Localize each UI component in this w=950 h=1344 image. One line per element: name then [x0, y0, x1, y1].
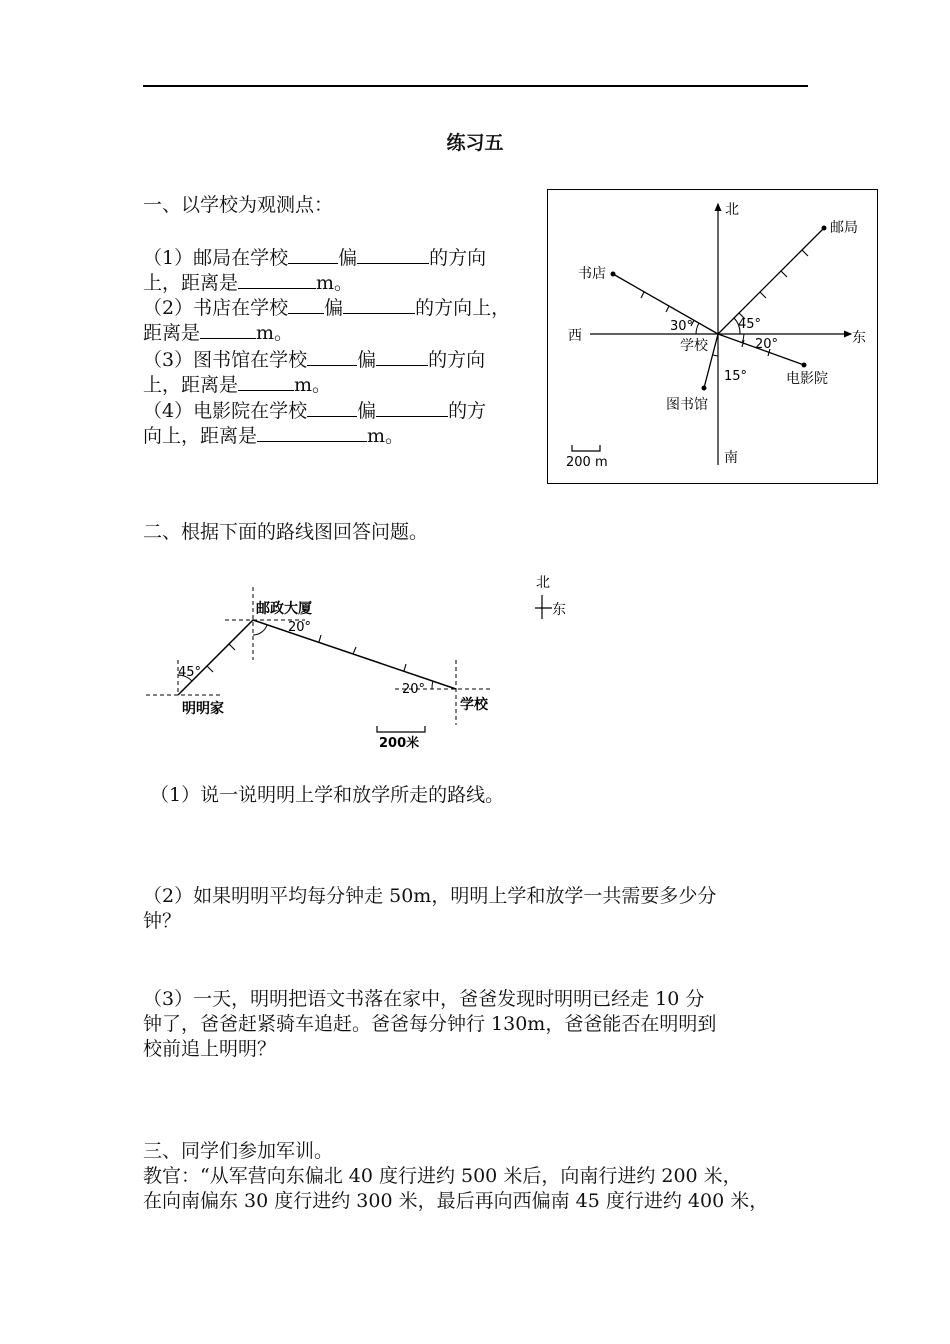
question-4-line1: （4）电影院在学校 偏 的方: [143, 396, 486, 425]
angle-arc-post: [253, 625, 267, 635]
answer-blank[interactable]: [307, 396, 357, 417]
answer-blank[interactable]: [257, 421, 367, 442]
west-label: 西: [568, 328, 582, 344]
answer-blank[interactable]: [238, 268, 316, 289]
section2-question-2-line1: （2）如果明明平均每分钟走 50m，明明上学和放学一共需要多少分: [143, 885, 717, 907]
angle-arc-book: [696, 323, 699, 334]
library-point: [702, 386, 707, 391]
angle-library-label: 15°: [724, 369, 748, 384]
section1-heading: 一、以学校为观测点：: [143, 194, 334, 216]
south-label: 南: [724, 450, 738, 466]
question-3-line2: 上，距离是 m。: [143, 370, 331, 399]
cinema-label: 电影院: [786, 371, 828, 387]
angle-home-label: 45°: [178, 665, 202, 680]
question-3-line1: （3）图书馆在学校 偏 的方向: [143, 345, 485, 374]
bookstore-label: 书店: [578, 266, 606, 282]
section2-question-3-line2: 钟了，爸爸赶紧骑车追赶。爸爸每分钟行 130m，爸爸能否在明明到: [143, 1013, 717, 1035]
angle-arc-library: [713, 355, 718, 356]
answer-blank[interactable]: [288, 243, 338, 264]
question-4-line2: 向上，距离是 m。: [143, 421, 404, 450]
answer-blank[interactable]: [357, 243, 429, 264]
school-label: 学校: [460, 697, 488, 713]
page-title: 练习五: [446, 132, 504, 154]
compass-east-label: 东: [552, 602, 566, 618]
cinema-point: [802, 363, 807, 368]
post-office-point: [822, 226, 827, 231]
section3-line-2: 在向南偏东 30 度行进约 300 米，最后再向西偏南 45 度行进约 400 米，: [143, 1190, 769, 1212]
answer-blank[interactable]: [307, 345, 357, 366]
route-ticks: [207, 635, 406, 672]
answer-blank[interactable]: [376, 345, 428, 366]
question-1-line2: 上，距离是 m。: [143, 268, 353, 297]
north-label: 北: [725, 202, 739, 218]
answer-blank[interactable]: [343, 293, 415, 314]
angle-school-label: 20°: [402, 682, 426, 697]
answer-blank[interactable]: [200, 318, 256, 339]
angle-arc-school: [432, 681, 433, 689]
library-label: 图书馆: [666, 397, 708, 413]
section3-line-1: 教官：“从军营向东偏北 40 度行进约 500 米后，向南行进约 200 米，: [143, 1165, 742, 1187]
east-label: 东: [852, 330, 866, 346]
school-label: 学校: [680, 338, 708, 354]
question-2-line2: 距离是 m。: [143, 318, 293, 347]
bookstore-ray: [613, 274, 718, 334]
section2-question-2-line2: 钟？: [143, 910, 182, 932]
scale-label: 200 m: [566, 455, 608, 470]
post-building-label: 邮政大厦: [256, 601, 312, 617]
route-scale-label: 200米: [379, 736, 420, 751]
post-office-ticks: [739, 250, 808, 319]
route-map: [140, 565, 590, 760]
answer-blank[interactable]: [376, 396, 448, 417]
section2-question-3-line1: （3）一天，明明把语文书落在家中，爸爸发现时明明已经走 10 分: [143, 988, 705, 1010]
compass-north-label: 北: [536, 575, 550, 591]
answer-blank[interactable]: [288, 293, 324, 314]
post-office-label: 邮局: [830, 220, 858, 236]
route-scale-bar: [377, 726, 425, 732]
angle-post-label: 45°: [738, 317, 762, 332]
scale-bar: [572, 445, 600, 451]
question-2-line1: （2）书店在学校 偏 的方向上，: [143, 293, 510, 322]
header-rule: [143, 85, 808, 87]
section2-heading: 二、根据下面的路线图回答问题。: [143, 521, 429, 543]
section3-heading: 三、同学们参加军训。: [143, 1140, 334, 1162]
angle-post-label: 20°: [288, 620, 312, 635]
question-1-line1: （1）邮局在学校 偏 的方向: [143, 243, 486, 272]
section2-question-3-line3: 校前追上明明？: [143, 1038, 277, 1060]
school-direction-map: [547, 189, 878, 484]
answer-blank[interactable]: [238, 370, 294, 391]
section2-question-1: （1）说一说明明上学和放学所走的路线。: [150, 784, 505, 806]
angle-cinema-label: 20°: [755, 337, 779, 352]
bookstore-point: [611, 272, 616, 277]
home-label: 明明家: [182, 701, 224, 717]
angle-book-label: 30°: [670, 319, 694, 334]
